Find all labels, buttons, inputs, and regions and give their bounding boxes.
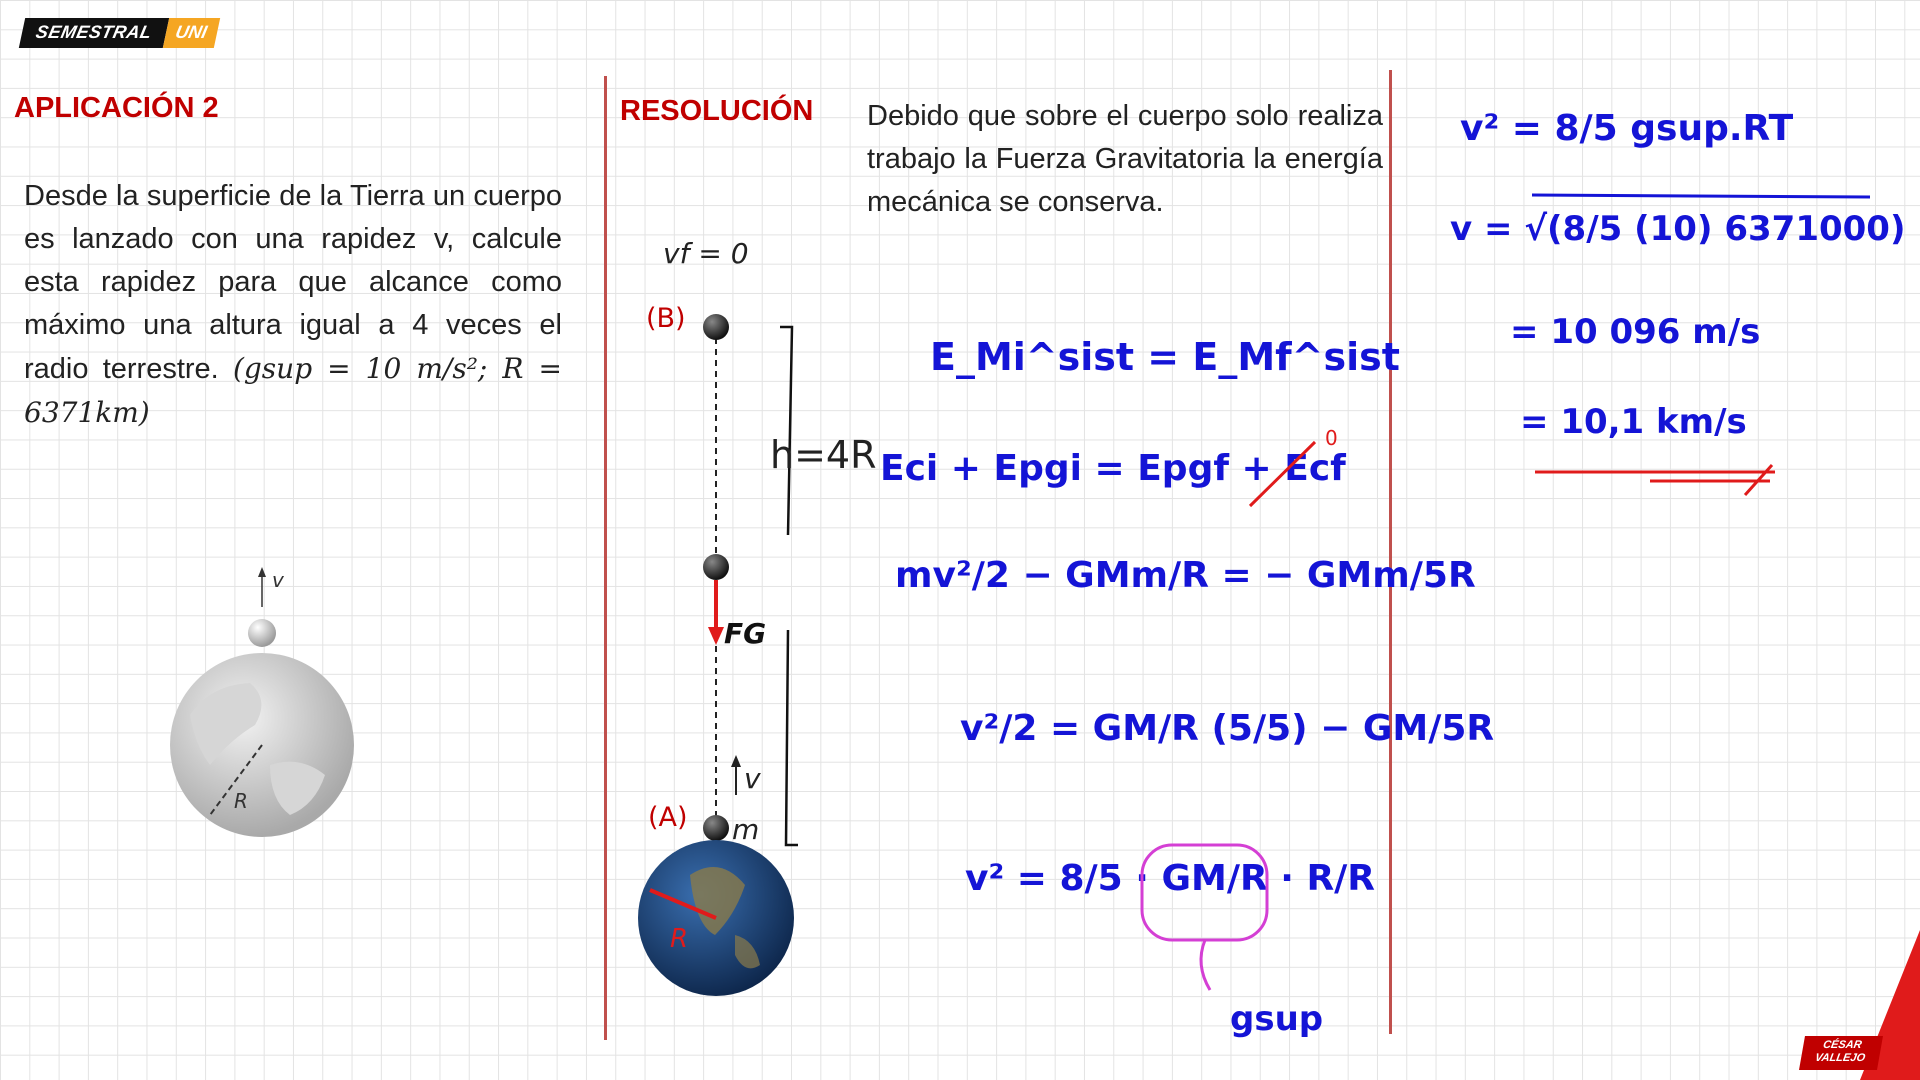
handwritten-derivation xyxy=(770,300,1495,1060)
force-label: FG xyxy=(724,617,767,650)
ball-a xyxy=(703,815,729,841)
point-b-label: (B) xyxy=(646,303,686,334)
ball-b xyxy=(703,314,729,340)
results-panel xyxy=(1440,80,1906,510)
divider-right xyxy=(1389,70,1392,1034)
eq-energy-conservation: E_Mi^sist = E_Mf^sist xyxy=(930,335,1400,379)
gsup-label: gsup xyxy=(1230,999,1324,1039)
point-a-label: (A) xyxy=(648,802,688,833)
earth-radius-label: R xyxy=(234,789,248,813)
earth-r-label: R xyxy=(670,924,689,954)
height-label: h=4R xyxy=(770,433,877,477)
eq-simplify: v²/2 = GM/R (5/5) − GM/5R xyxy=(960,708,1495,749)
mass-label: m xyxy=(732,813,760,846)
eq-zero-mark: 0 xyxy=(1325,426,1338,450)
problem-statement: Desde la superficie de la Tierra un cuerpo es lanzado con una rapidez v, calcule esta rapidez para que alcance como máximo una altura igual a 4 veces el radio terrestre. xyxy=(24,180,562,385)
eq-substitution: mv²/2 − GMm/R = − GMm/5R xyxy=(895,555,1476,596)
cesar-vallejo-logo xyxy=(1799,1036,1883,1070)
logo-line2: VALLEJO xyxy=(1814,1052,1867,1064)
small-ball xyxy=(248,619,276,647)
logo-line1: CÉSAR xyxy=(1822,1039,1863,1051)
result-kms: = 10,1 km/s xyxy=(1520,402,1747,442)
result-ms: = 10 096 m/s xyxy=(1510,312,1761,352)
result-v-root: v = √(8/5 (10) 6371000) xyxy=(1450,209,1906,249)
problem-title: APLICACIÓN 2 xyxy=(14,92,219,124)
problem-given: (gsup = 10 m/s²; R = 6371km) xyxy=(24,352,562,429)
eq-energy-terms: Eci + Epgi = Epgf + Ecf xyxy=(880,448,1346,489)
velocity-v-label: v xyxy=(744,762,761,795)
velocity-label: v xyxy=(272,568,284,592)
earth-figure xyxy=(150,565,380,845)
divider-left xyxy=(604,76,607,1040)
brand-left: SEMESTRAL xyxy=(19,18,169,48)
brand-logo xyxy=(19,18,220,48)
vf-label: vf = 0 xyxy=(663,237,749,270)
resolution-text: Debido que sobre el cuerpo solo realiza trabajo la Fuerza Gravitatoria la energía mecánica se conserva. xyxy=(867,100,1383,218)
ball-mid xyxy=(703,554,729,580)
resolution-title: RESOLUCIÓN xyxy=(620,95,814,127)
force-arrow xyxy=(708,627,724,645)
result-v2: v² = 8/5 gsup.RT xyxy=(1460,108,1794,149)
problem-text xyxy=(24,175,562,435)
brand-right: UNI xyxy=(162,18,219,48)
eq-v-squared: v² = 8/5 · GM/R · R/R xyxy=(965,858,1376,899)
